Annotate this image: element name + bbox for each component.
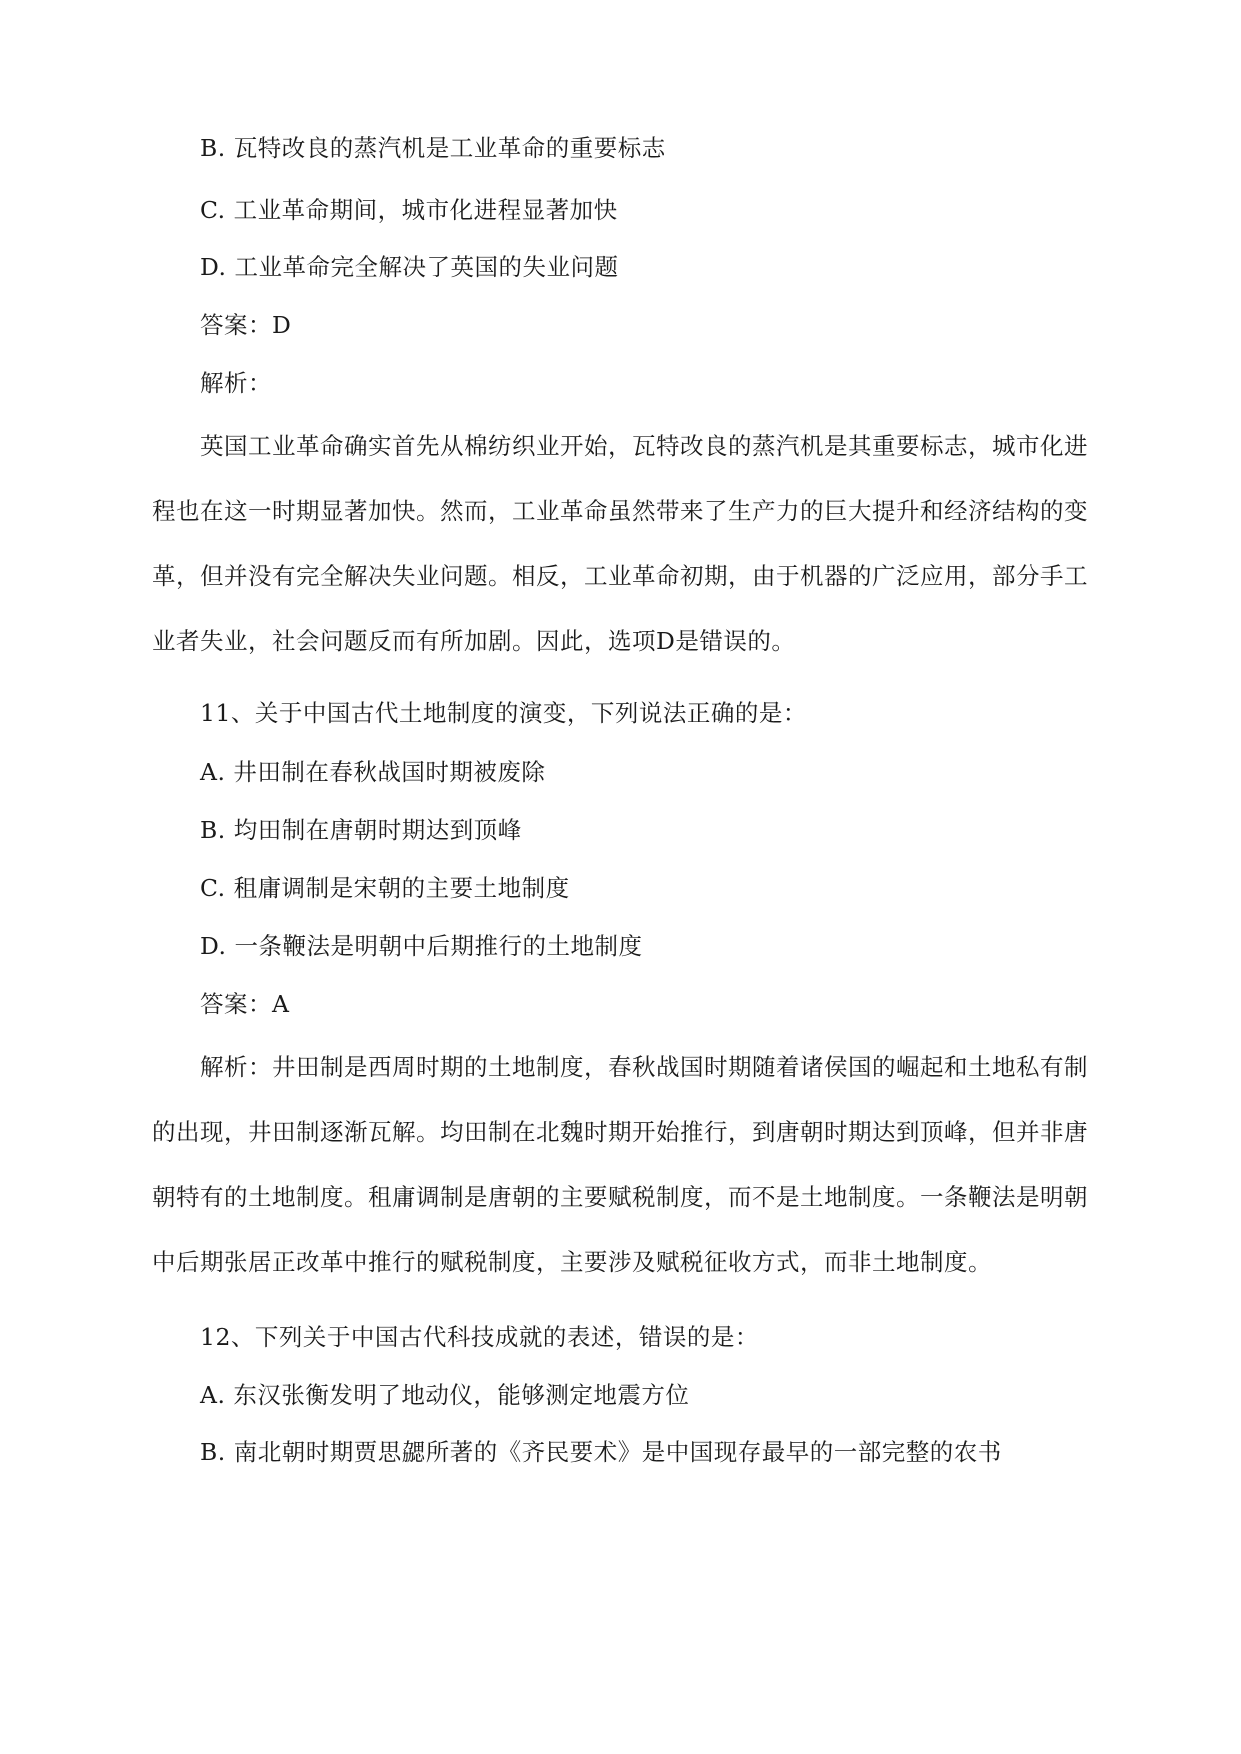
q12-option-b: B. 南北朝时期贾思勰所著的《齐民要术》是中国现存最早的一部完整的农书 xyxy=(200,1438,1002,1466)
q11-analysis-paragraph: 解析：井田制是西周时期的土地制度，春秋战国时期随着诸侯国的崛起和土地私有制的出现，井田制逐渐瓦解。均田制在北魏时期开始推行，到唐朝时期达到顶峰，但并非唐朝特有的土地制度。租庸调制是唐朝的主要赋税制度，而不是土地制度。一条鞭法是明朝中后期张居正改革中推行的赋税制度，主要涉及赋税征收方式，而非土地制度。 xyxy=(152,1053,1088,1276)
q11-option-d: D. 一条鞭法是明朝中后期推行的土地制度 xyxy=(200,932,643,960)
q12-option-a: A. 东汉张衡发明了地动仪，能够测定地震方位 xyxy=(200,1381,690,1409)
q10-answer: 答案：D xyxy=(200,311,292,339)
q10-option-d: D. 工业革命完全解决了英国的失业问题 xyxy=(200,253,619,281)
q10-option-c: C. 工业革命期间，城市化进程显著加快 xyxy=(200,196,618,224)
q10-analysis-paragraph: 英国工业革命确实首先从棉纺织业开始，瓦特改良的蒸汽机是其重要标志，城市化进程也在这一时期显著加快。然而，工业革命虽然带来了生产力的巨大提升和经济结构的变革，但并没有完全解决失业问题。相反，工业革命初期，由于机器的广泛应用，部分手工业者失业，社会问题反而有所加剧。因此，选项D是错误的。 xyxy=(152,432,1088,655)
q12-stem: 12、下列关于中国古代科技成就的表述，错误的是： xyxy=(200,1323,759,1351)
q10-option-b: B. 瓦特改良的蒸汽机是工业革命的重要标志 xyxy=(200,134,666,162)
q10-analysis-label: 解析： xyxy=(200,369,272,397)
q11-answer: 答案：A xyxy=(200,990,290,1018)
q11-option-a: A. 井田制在春秋战国时期被废除 xyxy=(200,758,546,786)
q11-stem: 11、关于中国古代土地制度的演变，下列说法正确的是： xyxy=(200,699,807,727)
q11-option-b: B. 均田制在唐朝时期达到顶峰 xyxy=(200,816,522,844)
q11-option-c: C. 租庸调制是宋朝的主要土地制度 xyxy=(200,874,570,902)
